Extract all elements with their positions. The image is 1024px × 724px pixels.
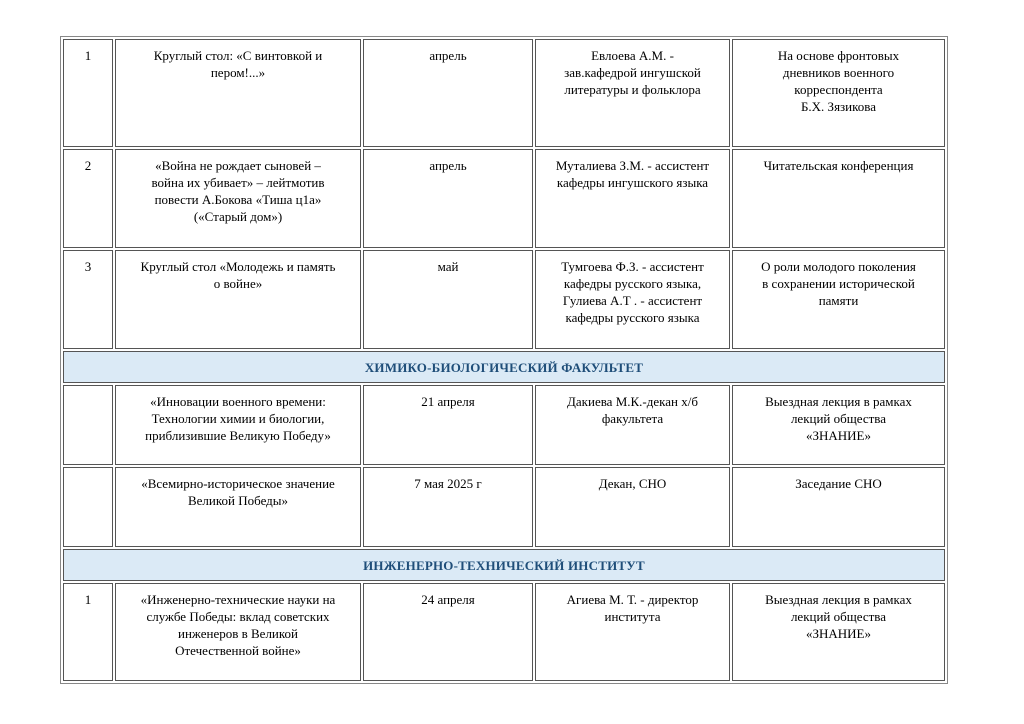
event-responsible: Муталиева З.М. - ассистент кафедры ингушского языка xyxy=(535,149,730,248)
table-row xyxy=(63,149,945,248)
table-row xyxy=(63,467,945,547)
row-number: 1 xyxy=(63,39,113,147)
row-number: 3 xyxy=(63,250,113,349)
event-responsible: Тумгоева Ф.З. - ассистент кафедры русского языка, Гулиева А.Т . - ассистент кафедры русского языка xyxy=(535,250,730,349)
event-responsible: Декан, СНО xyxy=(535,467,730,547)
row-number xyxy=(63,385,113,465)
table-row xyxy=(63,385,945,465)
table-row xyxy=(63,39,945,147)
row-number: 2 xyxy=(63,149,113,248)
table-row xyxy=(63,583,945,681)
event-note: Заседание СНО xyxy=(732,467,945,547)
event-note: О роли молодого поколения в сохранении исторической памяти xyxy=(732,250,945,349)
section-header-row xyxy=(63,549,945,581)
event-date: апрель xyxy=(363,149,533,248)
section-title-eng-tech: ИНЖЕНЕРНО-ТЕХНИЧЕСКИЙ ИНСТИТУТ xyxy=(63,549,945,581)
event-responsible: Евлоева А.М. - зав.кафедрой ингушской литературы и фольклора xyxy=(535,39,730,147)
event-title: Круглый стол: «С винтовкой и пером!...» xyxy=(115,39,361,147)
event-responsible: Агиева М. Т. - директор института xyxy=(535,583,730,681)
event-title: «Всемирно-историческое значение Великой Победы» xyxy=(115,467,361,547)
row-number: 1 xyxy=(63,583,113,681)
event-note: Выездная лекция в рамках лекций общества «ЗНАНИЕ» xyxy=(732,385,945,465)
event-date: 24 апреля xyxy=(363,583,533,681)
event-note: Выездная лекция в рамках лекций общества «ЗНАНИЕ» xyxy=(732,583,945,681)
event-date: май xyxy=(363,250,533,349)
table-row xyxy=(63,250,945,349)
event-responsible: Дакиева М.К.-декан х/б факультета xyxy=(535,385,730,465)
event-note: На основе фронтовых дневников военного корреспондента Б.Х. Зязикова xyxy=(732,39,945,147)
event-date: 21 апреля xyxy=(363,385,533,465)
event-date: 7 мая 2025 г xyxy=(363,467,533,547)
event-date: апрель xyxy=(363,39,533,147)
event-note: Читательская конференция xyxy=(732,149,945,248)
section-title-chem-bio: ХИМИКО-БИОЛОГИЧЕСКИЙ ФАКУЛЬТЕТ xyxy=(63,351,945,383)
event-title: «Война не рождает сыновей – война их убивает» – лейтмотив повести А.Бокова «Тиша ц1а» («Старый дом») xyxy=(115,149,361,248)
row-number xyxy=(63,467,113,547)
events-table xyxy=(60,36,948,684)
event-title: «Инновации военного времени: Технологии химии и биологии, приблизившие Великую Победу» xyxy=(115,385,361,465)
event-title: Круглый стол «Молодежь и память о войне» xyxy=(115,250,361,349)
section-header-row xyxy=(63,351,945,383)
event-title: «Инженерно-технические науки на службе Победы: вклад советских инженеров в Великой Отечественной войне» xyxy=(115,583,361,681)
